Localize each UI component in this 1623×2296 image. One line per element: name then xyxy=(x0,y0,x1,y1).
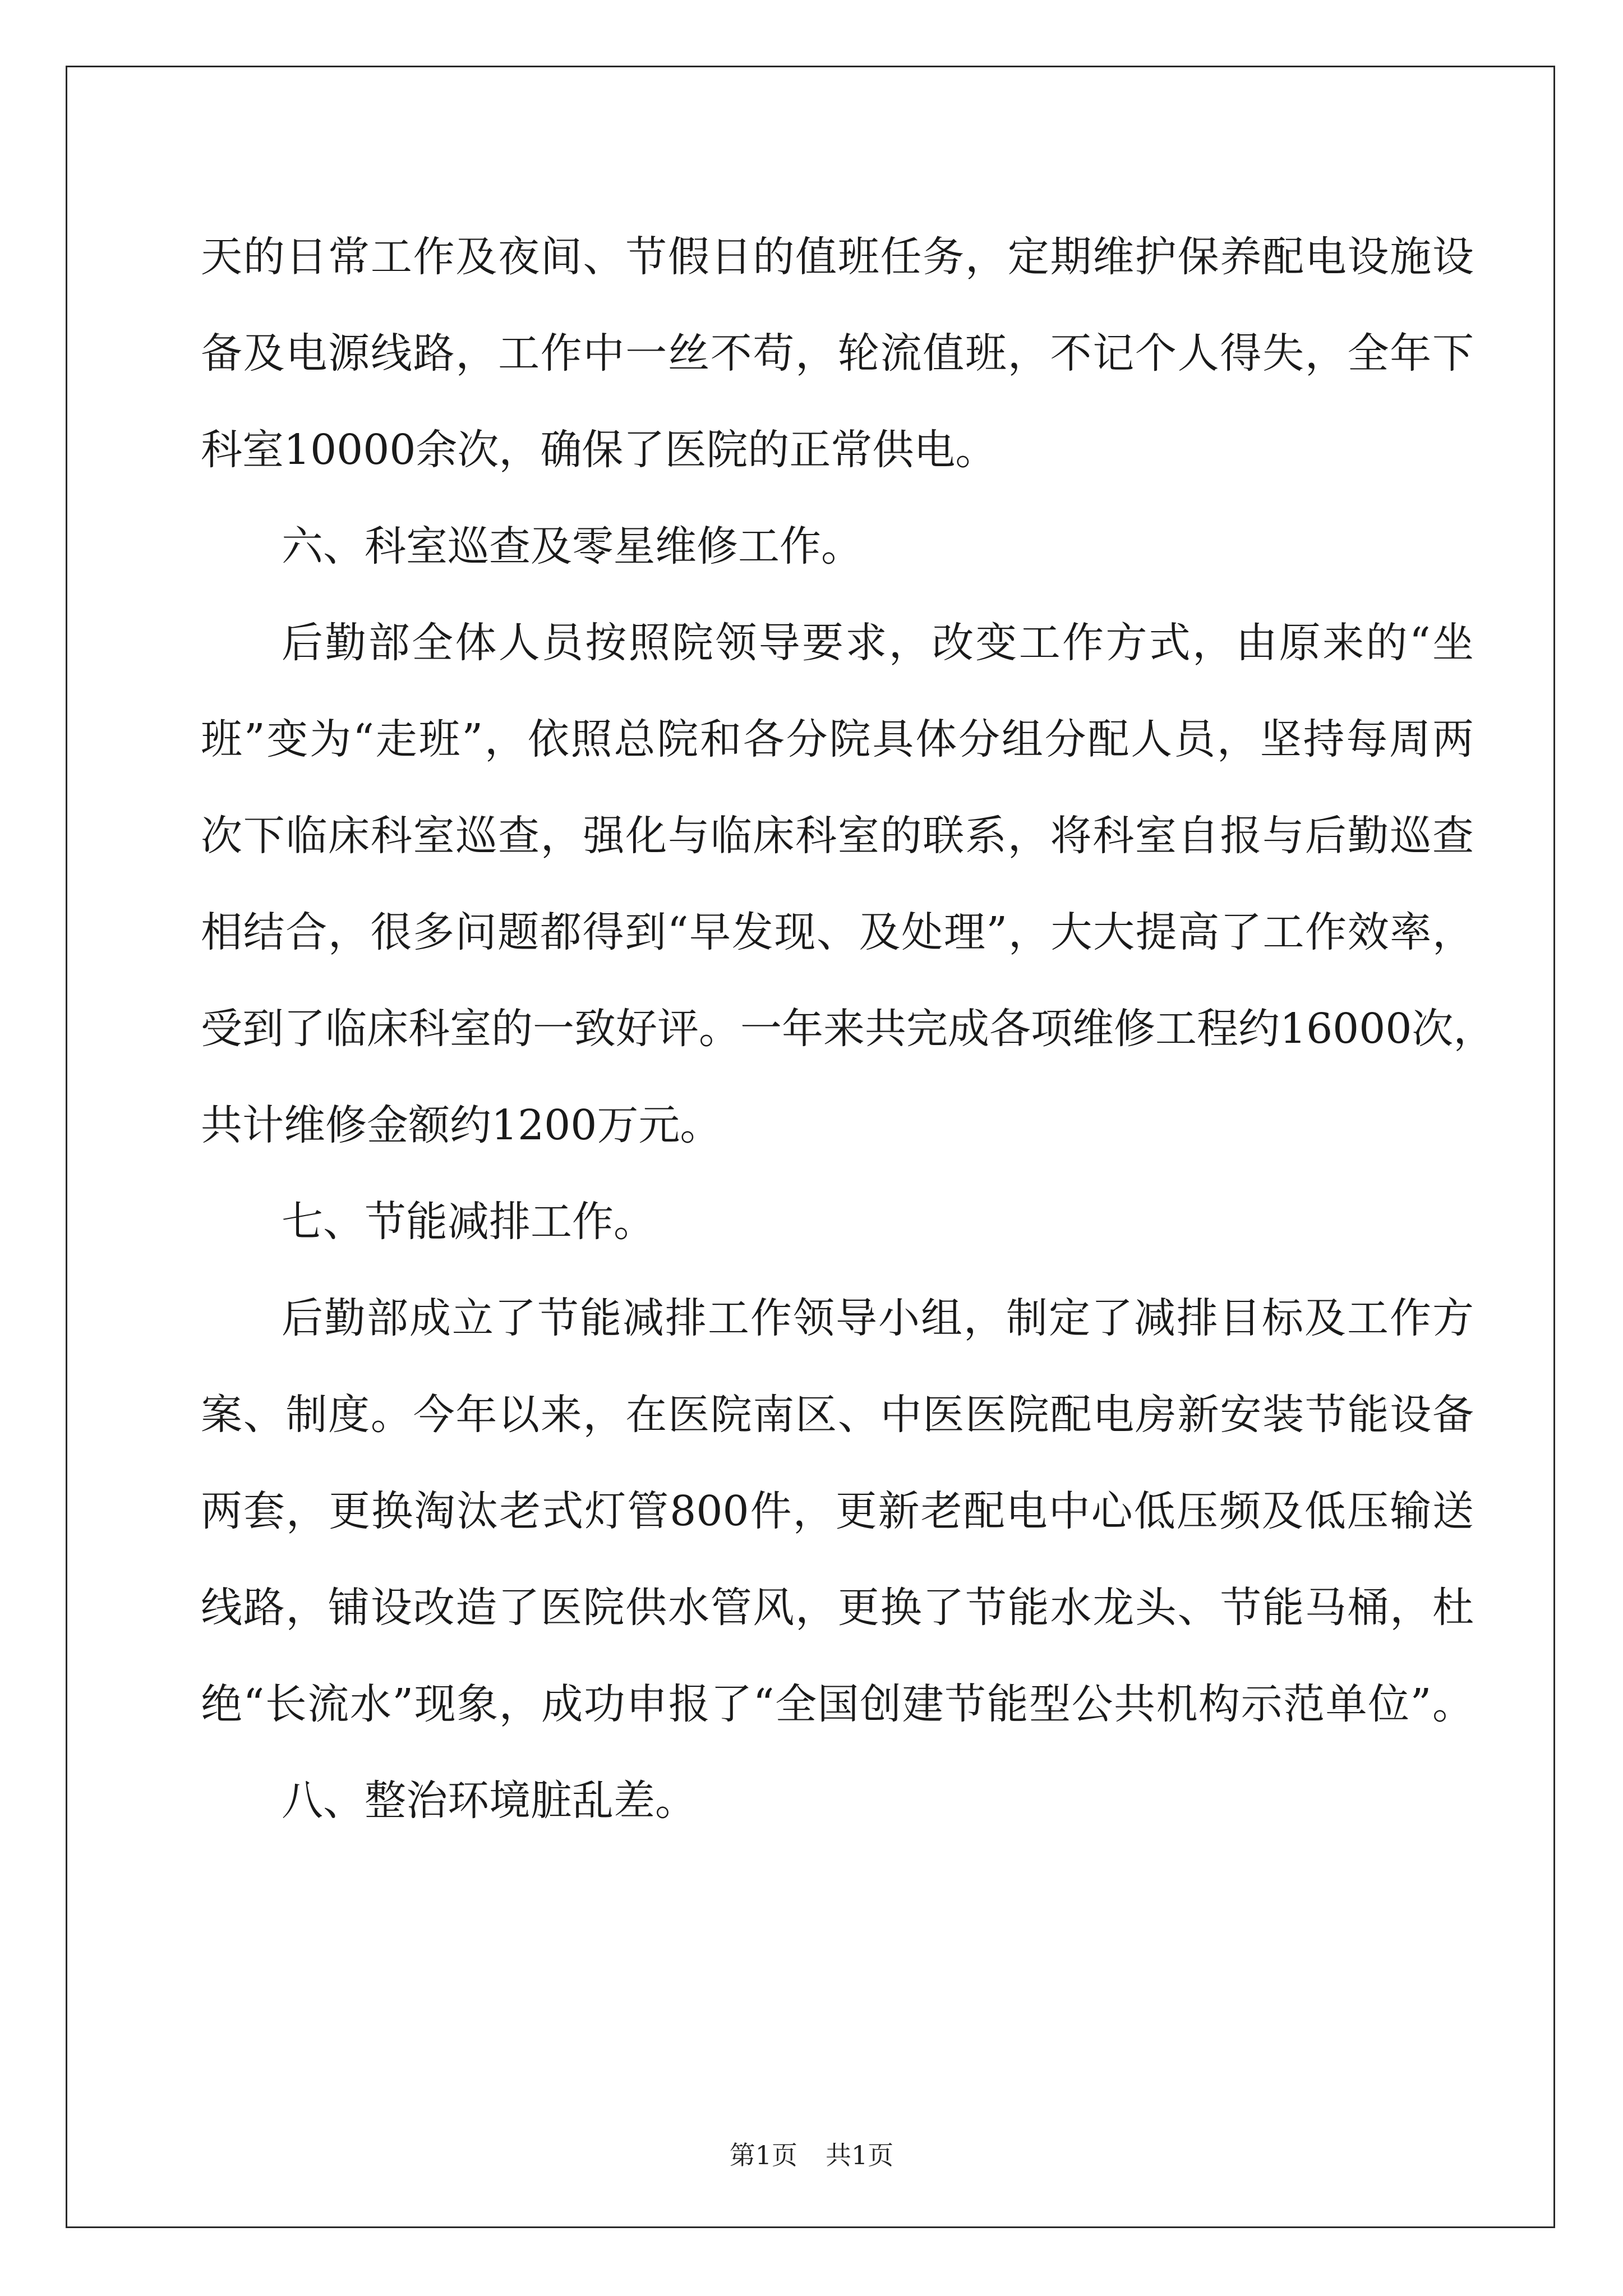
text-line: 后勤部成立了节能减排工作领导小组，制定了减排目标及工作方 xyxy=(282,1294,1474,1342)
text-line: 备及电源线路，工作中一丝不苟，轮流值班，不记个人得失，全年下 xyxy=(201,329,1474,378)
text-line: 受到了临床科室的一致好评。一年来共完成各项维修工程约16000次， xyxy=(201,1005,1495,1053)
text-line: 两套，更换淘汰老式灯管800件，更新老配电中心低压频及低压输送 xyxy=(201,1487,1474,1535)
text-line: 线路，铺设改造了医院供水管风，更换了节能水龙头、节能马桶，杜 xyxy=(201,1584,1474,1632)
text-line: 次下临床科室巡查，强化与临床科室的联系，将科室自报与后勤巡查 xyxy=(201,812,1474,860)
page-footer xyxy=(0,2138,1623,2172)
text-line: 科室10000余次，确保了医院的正常供电。 xyxy=(201,426,997,474)
document-body xyxy=(201,209,1495,1849)
text-line: 班”变为“走班”，依照总院和各分院具体分组分配人员，坚持每周两 xyxy=(201,715,1474,763)
text-line: 七、节能减排工作。 xyxy=(282,1198,655,1246)
text-line: 绝“长流水”现象，成功申报了“全国创建节能型公共机构示范单位”。 xyxy=(201,1680,1474,1728)
text-line: 六、科室巡查及零星维修工作。 xyxy=(282,522,863,570)
page-number: 第1页 xyxy=(729,2140,797,2170)
text-line: 八、整治环境脏乱差。 xyxy=(282,1777,697,1825)
page-total: 共1页 xyxy=(826,2140,894,2170)
text-line: 相结合，很多问题都得到“早发现、及处理”，大大提高了工作效率， xyxy=(201,908,1474,956)
text-line: 天的日常工作及夜间、节假日的值班任务，定期维护保养配电设施设 xyxy=(201,233,1474,281)
text-line: 共计维修金额约1200万元。 xyxy=(201,1101,722,1149)
text-line: 后勤部全体人员按照院领导要求，改变工作方式，由原来的“坐 xyxy=(282,619,1474,667)
text-line: 案、制度。今年以来，在医院南区、中医医院配电房新安装节能设备 xyxy=(201,1391,1474,1439)
